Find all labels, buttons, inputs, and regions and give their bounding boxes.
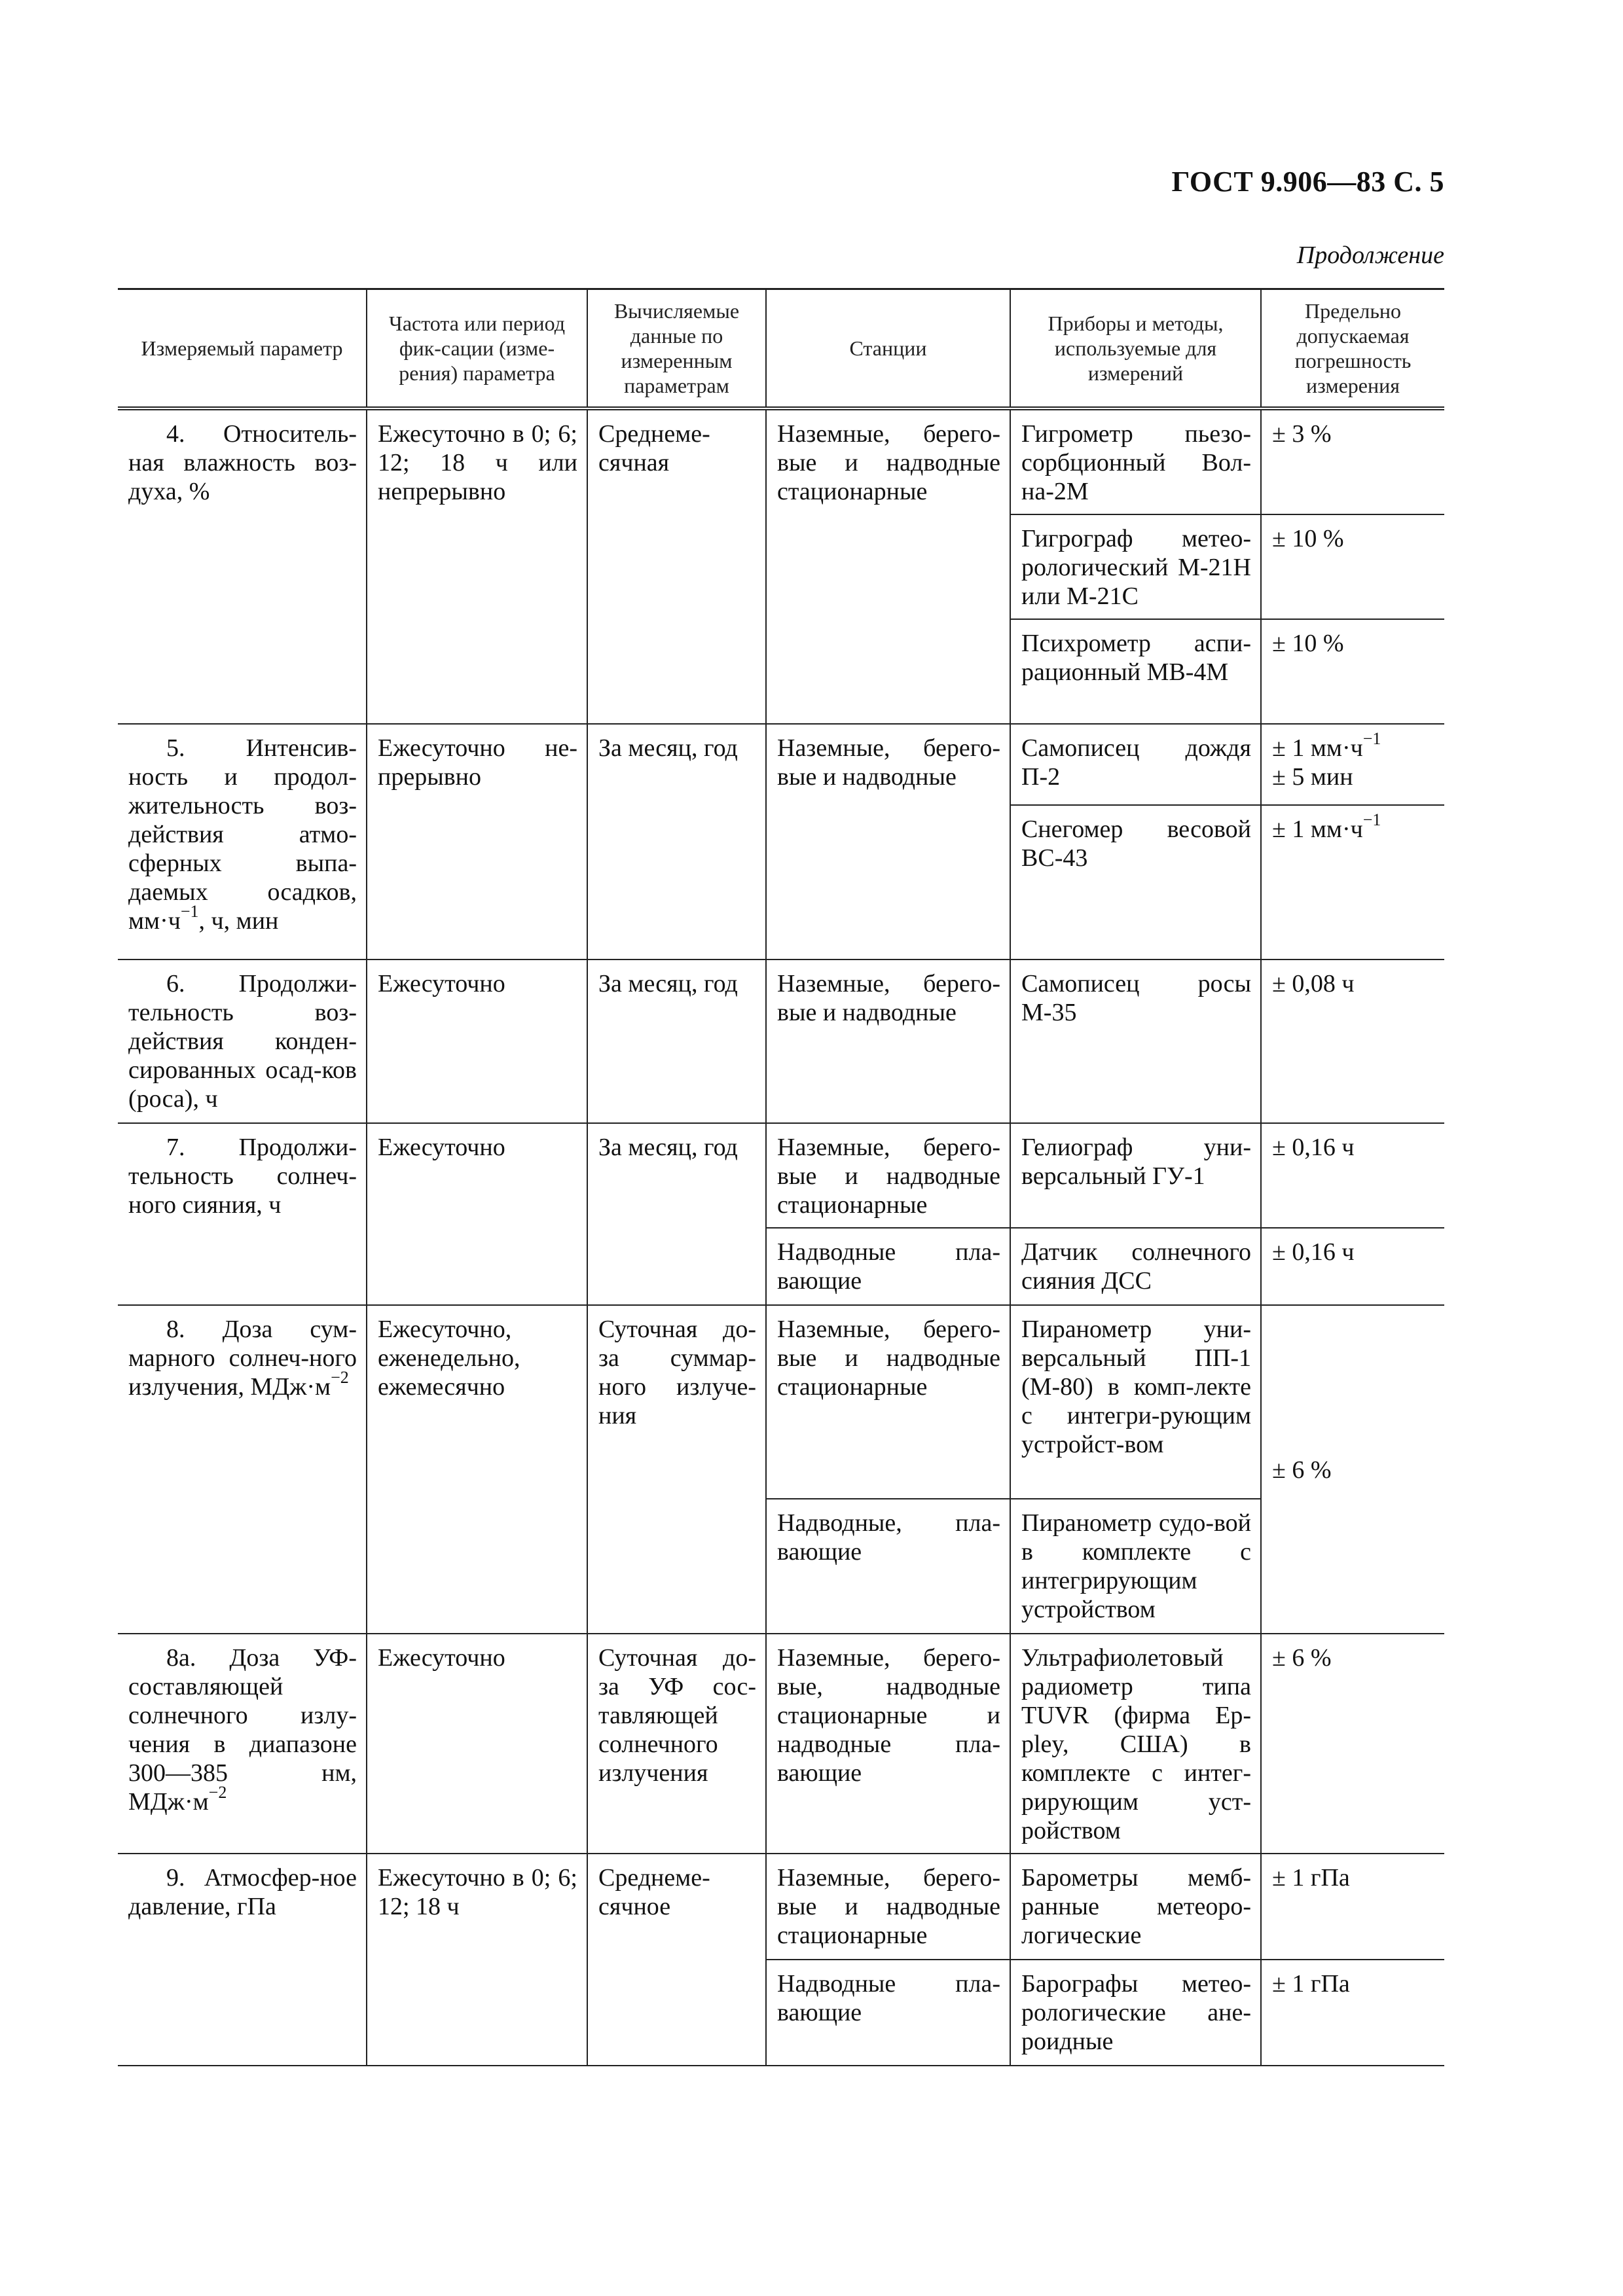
column-header-stations: Станции — [766, 289, 1010, 408]
table-header-row — [118, 289, 1444, 408]
calculated-cell: За месяц, год — [587, 1123, 766, 1305]
param-cell: 8а. Доза УФ-составляющей солнечного излу-чения в диапазоне 300—385 нм, $МДж\cdot м^{-2}$ — [118, 1634, 367, 1854]
stations-cell: Наземные, берего-вые и надводные стационарные — [766, 1305, 1010, 1499]
stations-cell: Наземные, берего-вые и надводные — [766, 724, 1010, 960]
table-row — [118, 408, 1444, 514]
column-header-error: Предельно допускаемая погрешность измерения — [1261, 289, 1444, 408]
instrument-cell: Барографы метео-рологические ане-роидные — [1010, 1960, 1261, 2066]
error-cell: ± 1 гПа — [1261, 1854, 1444, 1960]
param-cell: 6. Продолжи-тельность воз-действия конден-сированных осад-ков (роса), ч — [118, 960, 367, 1123]
table-row — [118, 1854, 1444, 1960]
table-row — [118, 960, 1444, 1123]
instrument-cell: Гигрометр пьезо-сорбционный Вол-на-2М — [1010, 408, 1261, 514]
error-cell: ± 0,16 ч — [1261, 1228, 1444, 1305]
frequency-cell: Ежесуточно в 0; 6; 12; 18 ч или непрерывно — [367, 408, 587, 724]
instrument-cell: Гелиограф уни-версальный ГУ-1 — [1010, 1123, 1261, 1228]
instrument-cell: Гигрограф метео-рологический М-21Н или М-21С — [1010, 514, 1261, 619]
frequency-cell: Ежесуточно в 0; 6; 12; 18 ч — [367, 1854, 587, 2066]
continuation-label: Продолжение — [1296, 242, 1444, 269]
param-cell: 8. Доза сум-марного солнеч-ного излучения, $МДж\cdot м^{-2}$ — [118, 1305, 367, 1634]
frequency-cell: Ежесуточно, еженедельно, ежемесячно — [367, 1305, 587, 1634]
instrument-cell: Пиранометр судо-вой в комплекте с интегрирующим устройством — [1010, 1499, 1261, 1634]
error-cell: ± 6 % — [1261, 1305, 1444, 1634]
stations-cell: Надводные пла-вающие — [766, 1228, 1010, 1305]
stations-cell: Наземные, берего-вые и надводные — [766, 960, 1010, 1123]
error-cell: ± 1 $мм\cdot ч^{-1}$ ± 5 мин — [1261, 724, 1444, 805]
stations-cell: Наземные, берего-вые и надводные стационарные — [766, 1123, 1010, 1228]
calculated-cell: За месяц, год — [587, 724, 766, 960]
table-row — [118, 1123, 1444, 1228]
param-cell: 5. Интенсив-ность и продол-жительность воз-действия атмо-сферных выпа-даемых осадков, $мм\cdot ч^{-1}$, ч, мин — [118, 724, 367, 960]
calculated-cell: За месяц, год — [587, 960, 766, 1123]
error-cell: ± 0,16 ч — [1261, 1123, 1444, 1228]
stations-cell: Надводные пла-вающие — [766, 1960, 1010, 2066]
instrument-cell: Барометры мемб-ранные метеоро-логические — [1010, 1854, 1261, 1960]
instrument-cell: Пиранометр уни-версальный ПП-1 (М-80) в комп-лекте с интегри-рующим устройст-вом — [1010, 1305, 1261, 1499]
error-cell: ± 0,08 ч — [1261, 960, 1444, 1123]
column-header-frequency: Частота или период фик-сации (изме-рения) параметра — [367, 289, 587, 408]
column-header-instruments: Приборы и методы, используемые для измерений — [1010, 289, 1261, 408]
table-row — [118, 1305, 1444, 1499]
stations-cell: Наземные, берего-вые, надводные стационарные и надводные пла-вающие — [766, 1634, 1010, 1854]
calculated-cell: Суточная до-за УФ сос-тавляющей солнечного излучения — [587, 1634, 766, 1854]
param-cell: 9. Атмосфер-ное давление, гПа — [118, 1854, 367, 2066]
frequency-cell: Ежесуточно — [367, 960, 587, 1123]
instrument-cell: Датчик солнечного сияния ДСС — [1010, 1228, 1261, 1305]
error-cell: ± 10 % — [1261, 619, 1444, 724]
column-header-parameter: Измеряемый параметр — [118, 289, 367, 408]
column-header-calculated: Вычисляемые данные по измеренным параметрам — [587, 289, 766, 408]
frequency-cell: Ежесуточно — [367, 1634, 587, 1854]
measurement-table — [118, 288, 1444, 2066]
error-cell: ± 1 гПа — [1261, 1960, 1444, 2066]
instrument-cell: Ультрафиолетовый радиометр типа TUVR (фирма Ep-pley, США) в комплекте с интег-рирующим уст-ройством — [1010, 1634, 1261, 1854]
stations-cell: Наземные, берего-вые и надводные стационарные — [766, 408, 1010, 724]
stations-cell: Надводные, пла-вающие — [766, 1499, 1010, 1634]
stations-cell: Наземные, берего-вые и надводные стационарные — [766, 1854, 1010, 1960]
error-cell: ± 10 % — [1261, 514, 1444, 619]
table-row — [118, 724, 1444, 805]
instrument-cell: Психрометр аспи-рационный МВ-4М — [1010, 619, 1261, 724]
param-cell: 7. Продолжи-тельность солнеч-ного сияния, ч — [118, 1123, 367, 1305]
instrument-cell: Самописец дождя П-2 — [1010, 724, 1261, 805]
table-row — [118, 1634, 1444, 1854]
instrument-cell: Снегомер весовой ВС-43 — [1010, 805, 1261, 960]
calculated-cell: Суточная до-за суммар-ного излуче-ния — [587, 1305, 766, 1634]
calculated-cell: Среднеме-сячная — [587, 408, 766, 724]
error-cell: ± 6 % — [1261, 1634, 1444, 1854]
frequency-cell: Ежесуточно не-прерывно — [367, 724, 587, 960]
error-cell: ± 3 % — [1261, 408, 1444, 514]
error-cell: ± 1 $мм\cdot ч^{-1}$ — [1261, 805, 1444, 960]
frequency-cell: Ежесуточно — [367, 1123, 587, 1305]
param-cell: 4. Относитель-ная влажность воз-духа, % — [118, 408, 367, 724]
calculated-cell: Среднеме-сячное — [587, 1854, 766, 2066]
instrument-cell: Самописец росы М-35 — [1010, 960, 1261, 1123]
page-header: ГОСТ 9.906—83 С. 5 — [1171, 166, 1444, 198]
